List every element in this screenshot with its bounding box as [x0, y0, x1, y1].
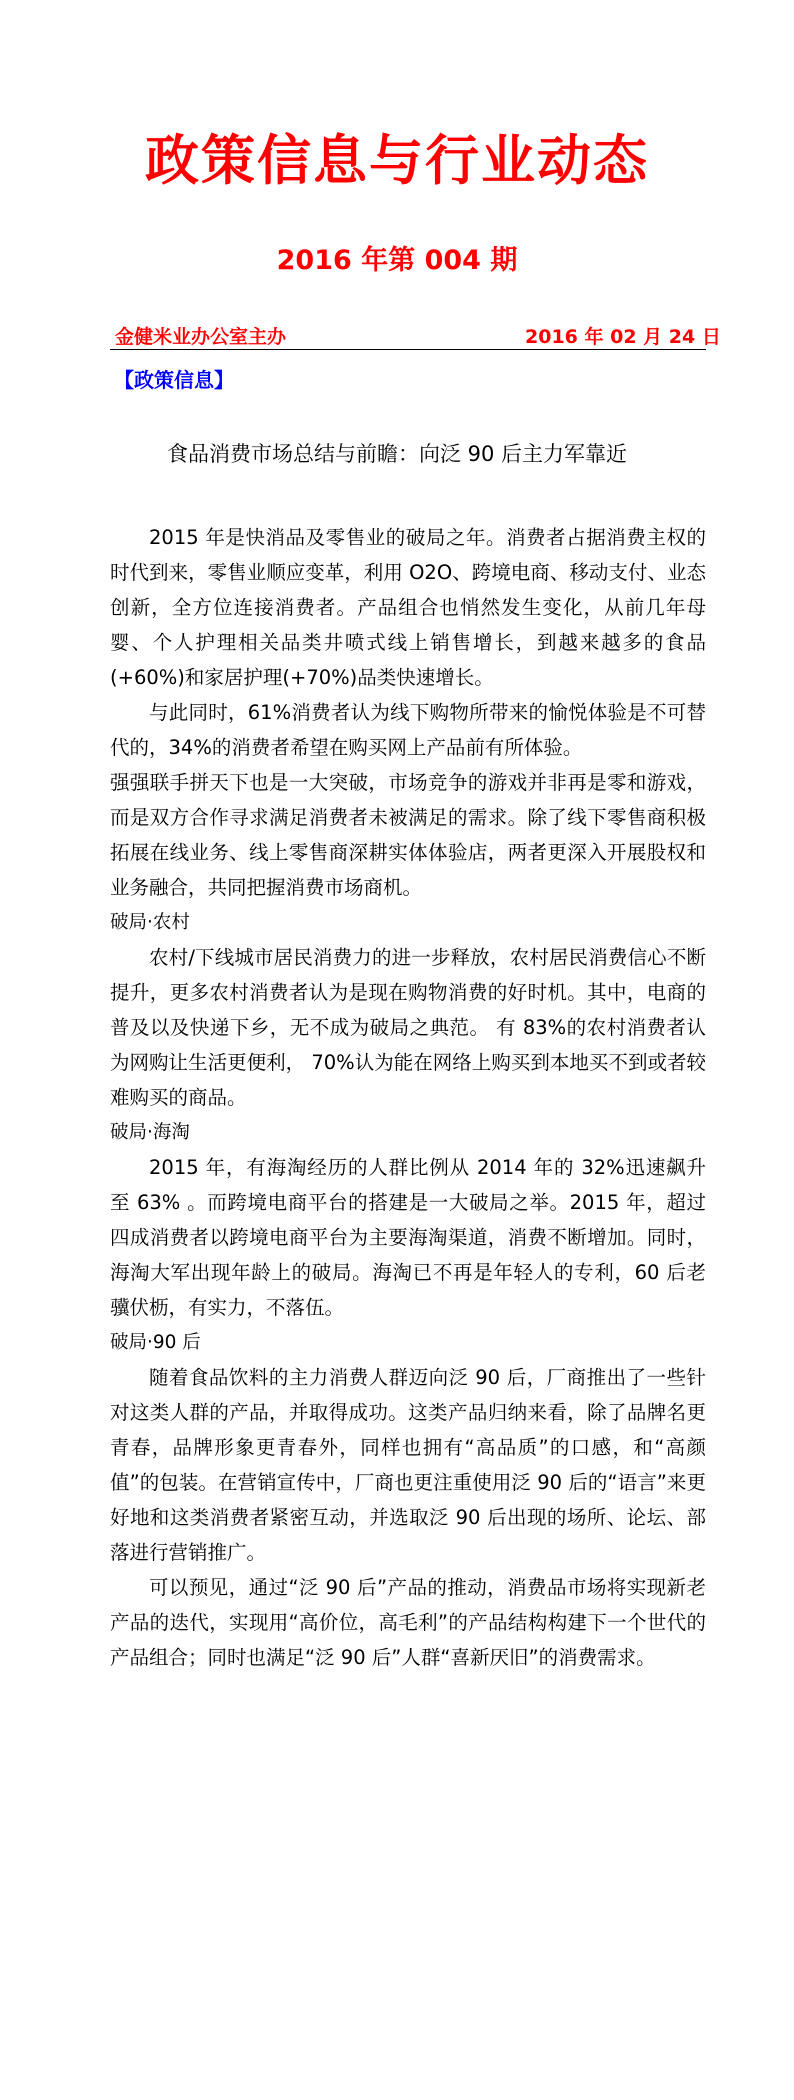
paragraph: 可以预见，通过“泛 90 后”产品的推动，消费品市场将实现新老产品的迭代，实现用“高价位，高毛利”的产品结构构建下一个世代的产品组合；同时也满足“泛 90 后”人群“喜新厌旧”的消费需求。	[110, 1576, 706, 1669]
organizer: 金健米业办公室主办	[115, 326, 287, 348]
paragraph: 与此同时，61%消费者认为线下购物所带来的愉悦体验是不可替代的，34%的消费者希望在购买网上产品前有所体验。	[110, 701, 706, 759]
subheading-post90s: 破局·90 后	[110, 1332, 201, 1353]
subheading-rural: 破局·农村	[110, 912, 190, 933]
paragraph: 2015 年，有海淘经历的人群比例从 2014 年的 32%迅速飙升至 63% 。而跨境电商平台的搭建是一大破局之举。2015 年，超过四成消费者以跨境电商平台为主要海淘渠道，消费不断增加。同时，海淘大军出现年龄上的破局。海淘已不再是年轻人的专利，60 后老骥伏枥，有实力，不落伍。	[110, 1156, 706, 1319]
paragraph: 2015 年是快消品及零售业的破局之年。消费者占据消费主权的时代到来，零售业顺应变革，利用 O2O、跨境电商、移动支付、业态创新，全方位连接消费者。产品组合也悄然发生变化，从前几年母婴、个人护理相关品类井喷式线上销售增长，到越来越多的食品(+60%)和家居护理(+70%)品类快速增长。	[110, 526, 706, 689]
section-label: 【政策信息】	[114, 368, 234, 392]
article-body	[110, 520, 706, 1675]
issue-number: 2016 年第 004 期	[276, 245, 518, 276]
newsletter-title: 政策信息与行业动态	[145, 129, 649, 192]
paragraph: 强强联手拼天下也是一大突破，市场竞争的游戏并非再是零和游戏，而是双方合作寻求满足消费者未被满足的需求。除了线下零售商积极拓展在线业务、线上零售商深耕实体体验店，两者更深入开展股权和业务融合，共同把握消费市场商机。	[110, 771, 706, 899]
header-divider	[110, 349, 706, 350]
subheading-haitao: 破局·海淘	[110, 1122, 190, 1143]
paragraph: 随着食品饮料的主力消费人群迈向泛 90 后，厂商推出了一些针对这类人群的产品，并取得成功。这类产品归纳来看，除了品牌名更青春，品牌形象更青春外，同样也拥有“高品质”的口感，和“高颜值”的包装。在营销宣传中，厂商也更注重使用泛 90 后的“语言”来更好地和这类消费者紧密互动，并选取泛 90 后出现的场所、论坛、部落进行营销推广。	[110, 1366, 706, 1564]
publish-date: 2016 年 02 月 24 日	[525, 326, 721, 348]
article-title: 食品消费市场总结与前瞻：向泛 90 后主力军靠近	[166, 442, 628, 466]
paragraph: 农村/下线城市居民消费力的进一步释放，农村居民消费信心不断提升，更多农村消费者认为是现在购物消费的好时机。其中，电商的普及以及快递下乡，无不成为破局之典范。 有 83%的农村消费者认为网购让生活更便利， 70%认为能在网络上购买到本地买不到或者较难购买的商品。	[110, 946, 706, 1109]
